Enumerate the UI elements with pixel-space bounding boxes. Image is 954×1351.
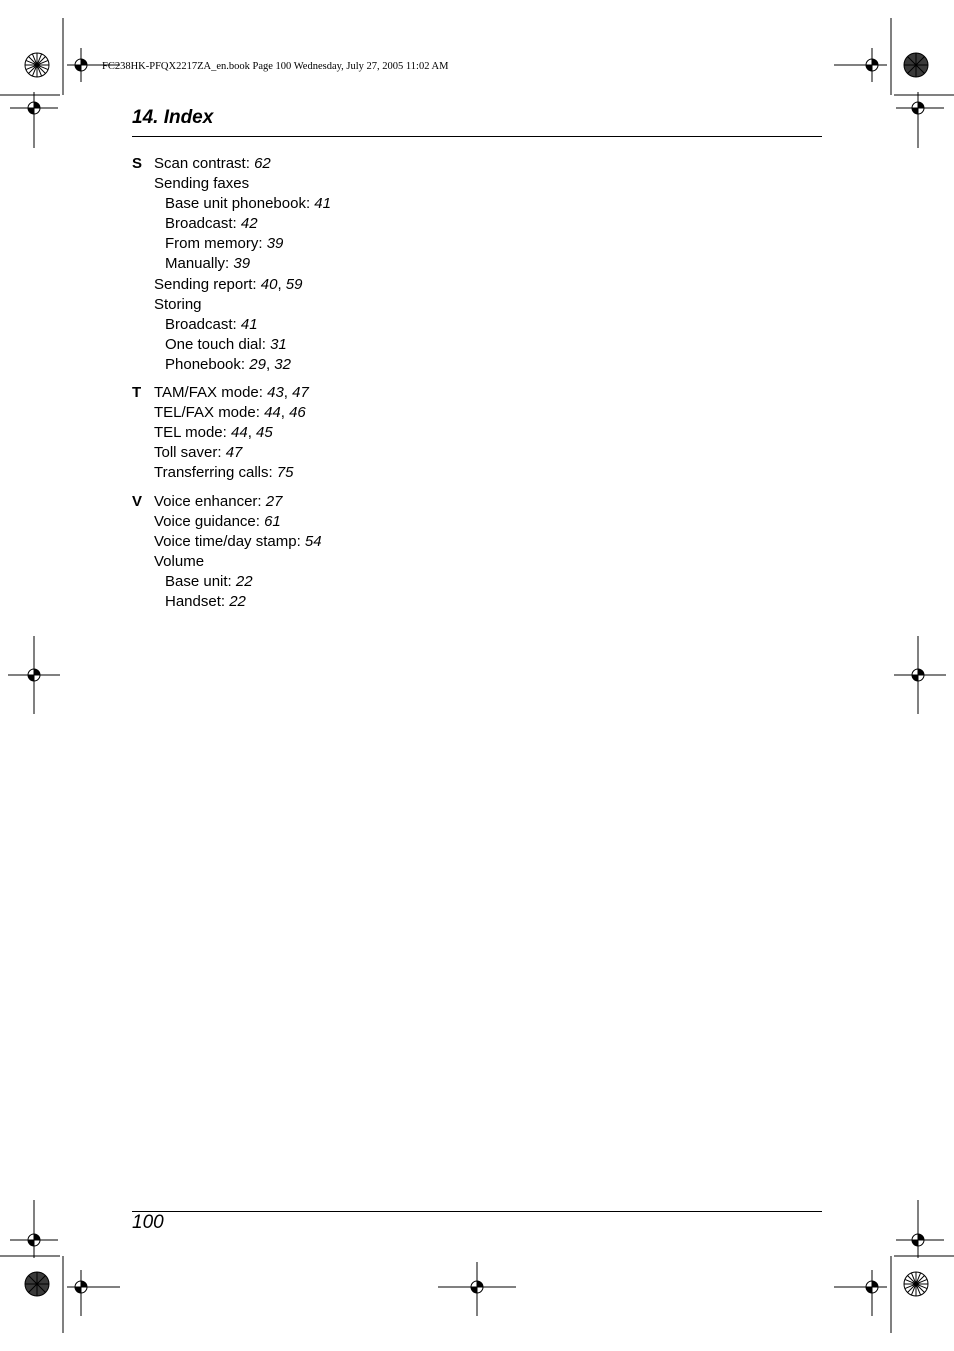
index-entry: Manually: 39 [165, 255, 251, 273]
index-page-ref[interactable]: 27 [265, 492, 283, 510]
index-letter: S [132, 155, 143, 172]
index-page-ref[interactable]: 62 [254, 155, 271, 172]
index-letter: T [132, 384, 142, 402]
index-term: Broadcast [165, 215, 233, 233]
index-term: Volume [154, 552, 205, 570]
index-page-ref[interactable]: 22 [235, 572, 253, 590]
index-term: Voice guidance [154, 512, 256, 530]
index-entry [132, 295, 632, 315]
index-entry: TAM/FAX mode: 43, 47 [154, 384, 309, 402]
index-entry: TEL/FAX mode: 44, 46 [154, 404, 306, 422]
index-page-ref[interactable]: 47 [225, 444, 243, 462]
index-page-ref[interactable]: 32 [274, 355, 291, 373]
index-entry: Scan contrast: 62 [154, 155, 271, 172]
index-term: Sending report [154, 275, 253, 293]
index-term: TEL/FAX mode [154, 404, 256, 422]
index-page-ref[interactable]: 54 [304, 532, 322, 550]
index-group [132, 492, 632, 613]
index-page-ref[interactable]: 44 [231, 424, 248, 442]
index-term: Broadcast [165, 315, 233, 333]
index-entry: Sending report: 40, 59 [154, 275, 303, 293]
index-term: Scan contrast [154, 155, 246, 172]
header-rule [132, 136, 822, 137]
index-entry: TEL mode: 44, 45 [154, 424, 273, 442]
index-term: Handset [165, 592, 221, 610]
index-page-ref[interactable]: 22 [229, 592, 246, 610]
index-entry: Broadcast: 41 [165, 315, 258, 333]
index-group [132, 154, 632, 375]
index-page-ref[interactable]: 31 [270, 335, 287, 353]
index-entry: Toll saver: 47 [154, 444, 243, 462]
index-page-ref[interactable]: 61 [264, 512, 281, 530]
index-page-ref[interactable]: 41 [240, 315, 258, 333]
section-title: 14. Index [132, 107, 214, 128]
index-page-ref[interactable]: 39 [266, 235, 284, 253]
index-page-ref[interactable]: 29 [249, 355, 266, 373]
print-info-header: FC238HK-PFQX2217ZA_en.book Page 100 Wednesday, July 27, 2005 11:02 AM [102, 61, 449, 72]
index-letter: V [132, 492, 143, 510]
index-entry: Voice enhancer: 27 [154, 492, 283, 510]
index-page-ref[interactable]: 41 [314, 195, 331, 213]
index-page-ref[interactable]: 42 [240, 215, 258, 233]
index-entry [132, 174, 632, 194]
index-entry: Transferring calls: 75 [154, 464, 294, 482]
index-entry: Voice guidance: 61 [154, 512, 281, 530]
index-term: Voice time/day stamp [154, 532, 297, 550]
index-page-ref[interactable]: 45 [256, 424, 273, 442]
index-term: Sending faxes [154, 175, 250, 193]
index-page-ref[interactable]: 39 [233, 255, 251, 273]
index-term: Storing [154, 295, 202, 313]
index-page-ref[interactable]: 40 [260, 275, 278, 293]
index-entry: Phonebook: 29, 32 [165, 355, 291, 373]
index-term: Toll saver [154, 444, 218, 462]
index-page-ref[interactable]: 59 [285, 275, 303, 293]
index-group [132, 383, 632, 483]
index-term: Voice enhancer [154, 492, 258, 510]
index-page-ref[interactable]: 44 [264, 404, 281, 422]
index-term: Base unit [165, 572, 228, 590]
index-term: One touch dial [165, 335, 262, 353]
index-entry: From memory: 39 [165, 235, 284, 253]
index-term: TAM/FAX mode [154, 384, 259, 402]
index-entry: Base unit: 22 [165, 572, 253, 590]
index-entry: Base unit phonebook: 41 [165, 195, 331, 213]
index-term: TEL mode [154, 424, 223, 442]
index-term: Base unit phonebook [165, 195, 306, 213]
index-entry: Handset: 22 [165, 592, 246, 610]
index-term: Transferring calls [154, 464, 269, 482]
index-term: From memory [165, 235, 259, 253]
index-page-ref[interactable]: 75 [276, 464, 294, 482]
index-term: Manually [165, 255, 226, 273]
index-entry: One touch dial: 31 [165, 335, 287, 353]
index-entry: Voice time/day stamp: 54 [154, 532, 322, 550]
index-page-ref[interactable]: 46 [289, 404, 306, 422]
index-list [132, 154, 632, 620]
index-term: Phonebook [165, 355, 241, 373]
footer-rule [132, 1211, 822, 1212]
index-page-ref[interactable]: 47 [292, 384, 309, 402]
index-entry: Broadcast: 42 [165, 215, 258, 233]
page-number: 100 [132, 1212, 164, 1233]
index-entry [132, 552, 632, 572]
index-page-ref[interactable]: 43 [267, 384, 284, 402]
